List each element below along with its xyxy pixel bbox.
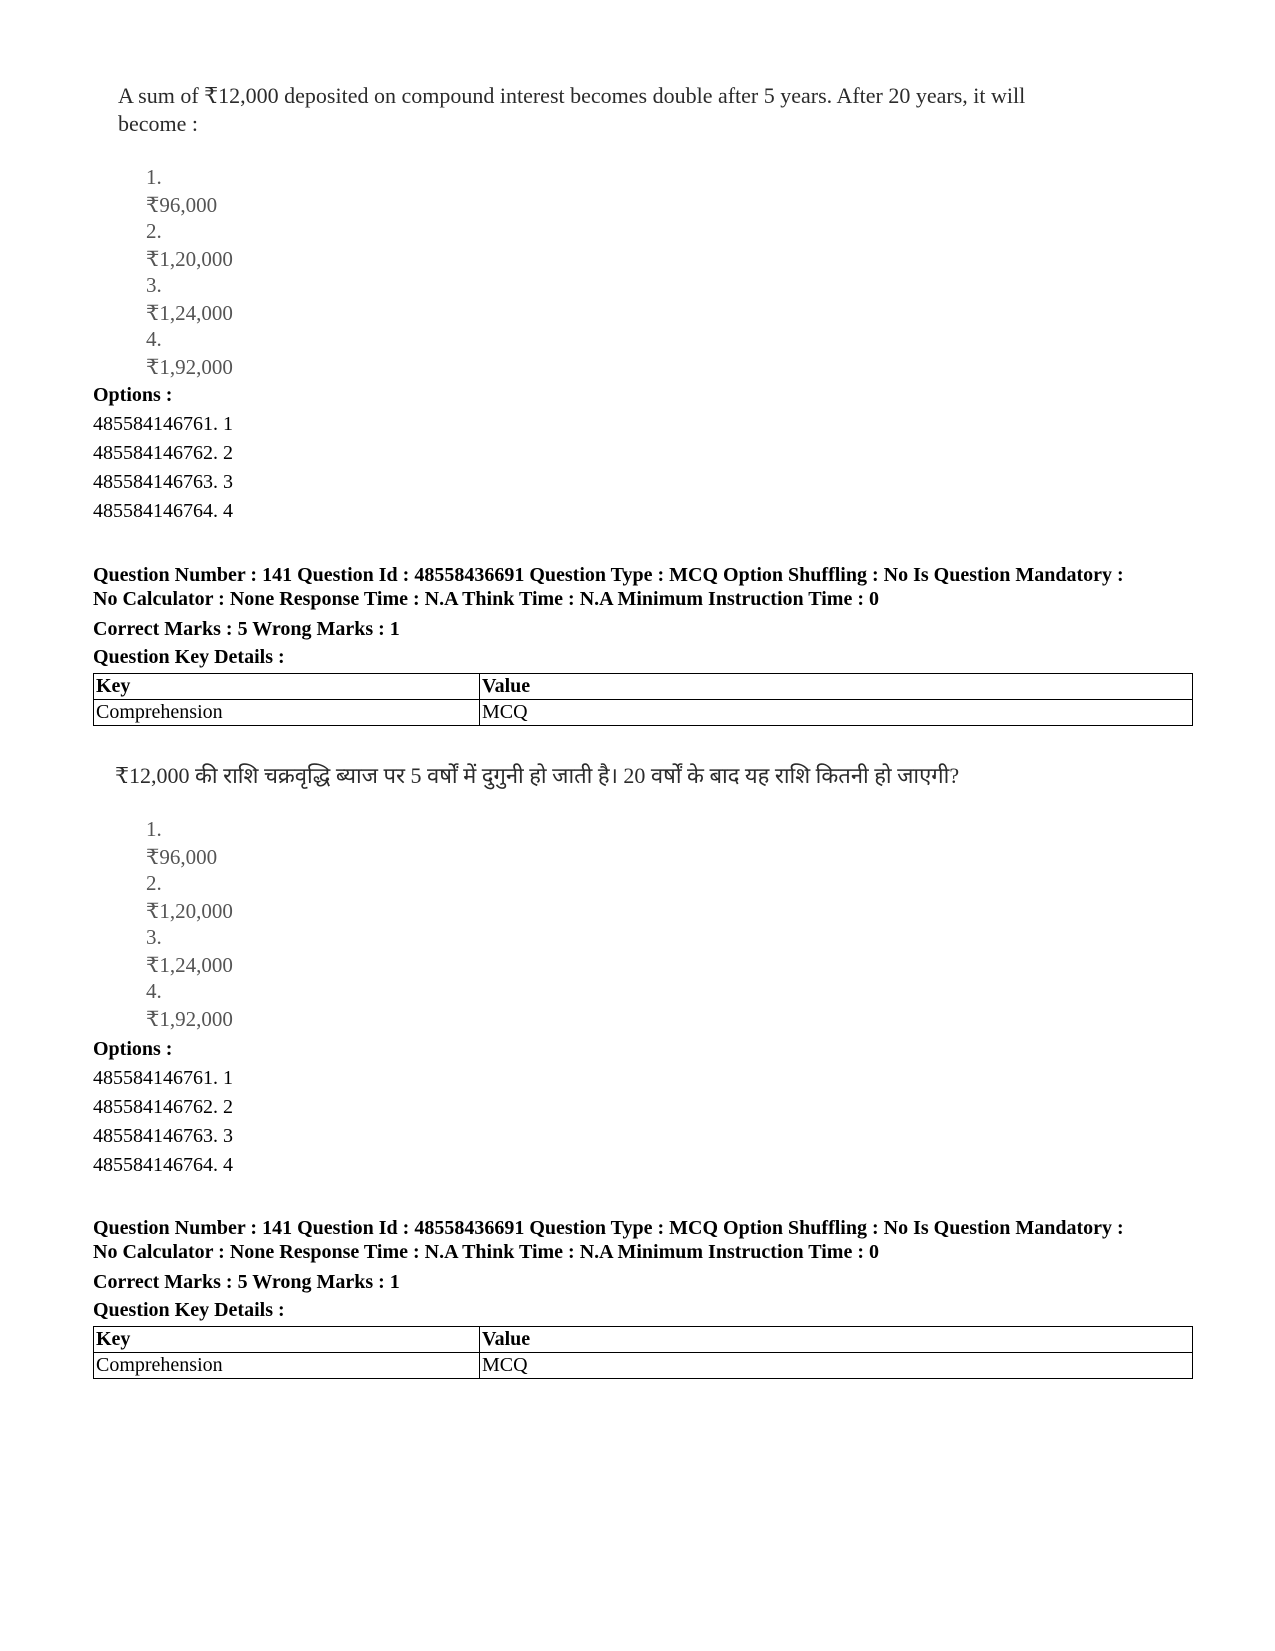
table-cell: MCQ (480, 700, 1193, 726)
option-item: 485584146761. 1 (93, 1067, 233, 1089)
question-meta-line: No Calculator : None Response Time : N.A Think Time : N.A Minimum Instruction Time : 0 (93, 588, 879, 610)
option-item: 485584146762. 2 (93, 1096, 233, 1118)
choice-item: 1. ₹96,000 (146, 817, 218, 869)
option-item: 485584146763. 3 (93, 471, 233, 493)
option-item: 485584146763. 3 (93, 1125, 233, 1147)
choice-list (146, 815, 233, 1031)
choice-item: 3. ₹1,24,000 (146, 273, 233, 325)
table-header-row (94, 1327, 1193, 1353)
options-block (93, 381, 233, 526)
options-block (93, 1035, 233, 1180)
option-item: 485584146764. 4 (93, 500, 233, 522)
choice-item: 4. ₹1,92,000 (146, 327, 233, 379)
choice-item: 2. ₹1,20,000 (146, 219, 233, 271)
choice-item: 1. ₹96,000 (146, 165, 218, 217)
table-header-cell: Key (94, 674, 480, 700)
options-title: Options : (93, 384, 173, 406)
question-meta-line: Question Number : 141 Question Id : 48558436691 Question Type : MCQ Option Shuffling : No Is Question Mandatory : (93, 1217, 1124, 1239)
question-text: A sum of ₹12,000 deposited on compound interest becomes double after 5 years. After 20 years, it will become : (118, 83, 1026, 136)
question-text: ₹12,000 की राशि चक्रवृद्धि ब्याज पर 5 वर्षों में दुगुनी हो जाती है। 20 वर्षों के बाद यह राशि कितनी हो जाएगी? (115, 763, 960, 788)
key-details-title: Question Key Details : (93, 1299, 285, 1321)
choice-item: 3. ₹1,24,000 (146, 925, 233, 977)
choice-list (146, 163, 233, 379)
question-meta (93, 563, 1193, 669)
key-details-table (93, 1326, 1193, 1379)
option-item: 485584146761. 1 (93, 413, 233, 435)
choice-item: 2. ₹1,20,000 (146, 871, 233, 923)
choice-item: 4. ₹1,92,000 (146, 979, 233, 1031)
key-details-table (93, 673, 1193, 726)
question-meta (93, 1216, 1193, 1322)
option-item: 485584146764. 4 (93, 1154, 233, 1176)
table-header-cell: Value (480, 674, 1193, 700)
option-item: 485584146762. 2 (93, 442, 233, 464)
table-cell: Comprehension (94, 700, 480, 726)
table-header-cell: Value (480, 1327, 1193, 1353)
question-meta-line: No Calculator : None Response Time : N.A Think Time : N.A Minimum Instruction Time : 0 (93, 1241, 879, 1263)
table-cell: MCQ (480, 1353, 1193, 1379)
options-title: Options : (93, 1038, 173, 1060)
key-details-title: Question Key Details : (93, 646, 285, 668)
table-row (94, 700, 1193, 726)
table-cell: Comprehension (94, 1353, 480, 1379)
table-header-row (94, 674, 1193, 700)
question-meta-line: Question Number : 141 Question Id : 48558436691 Question Type : MCQ Option Shuffling : No Is Question Mandatory : (93, 564, 1124, 586)
table-row (94, 1353, 1193, 1379)
marks-line: Correct Marks : 5 Wrong Marks : 1 (93, 1271, 400, 1293)
table-header-cell: Key (94, 1327, 480, 1353)
marks-line: Correct Marks : 5 Wrong Marks : 1 (93, 618, 400, 640)
